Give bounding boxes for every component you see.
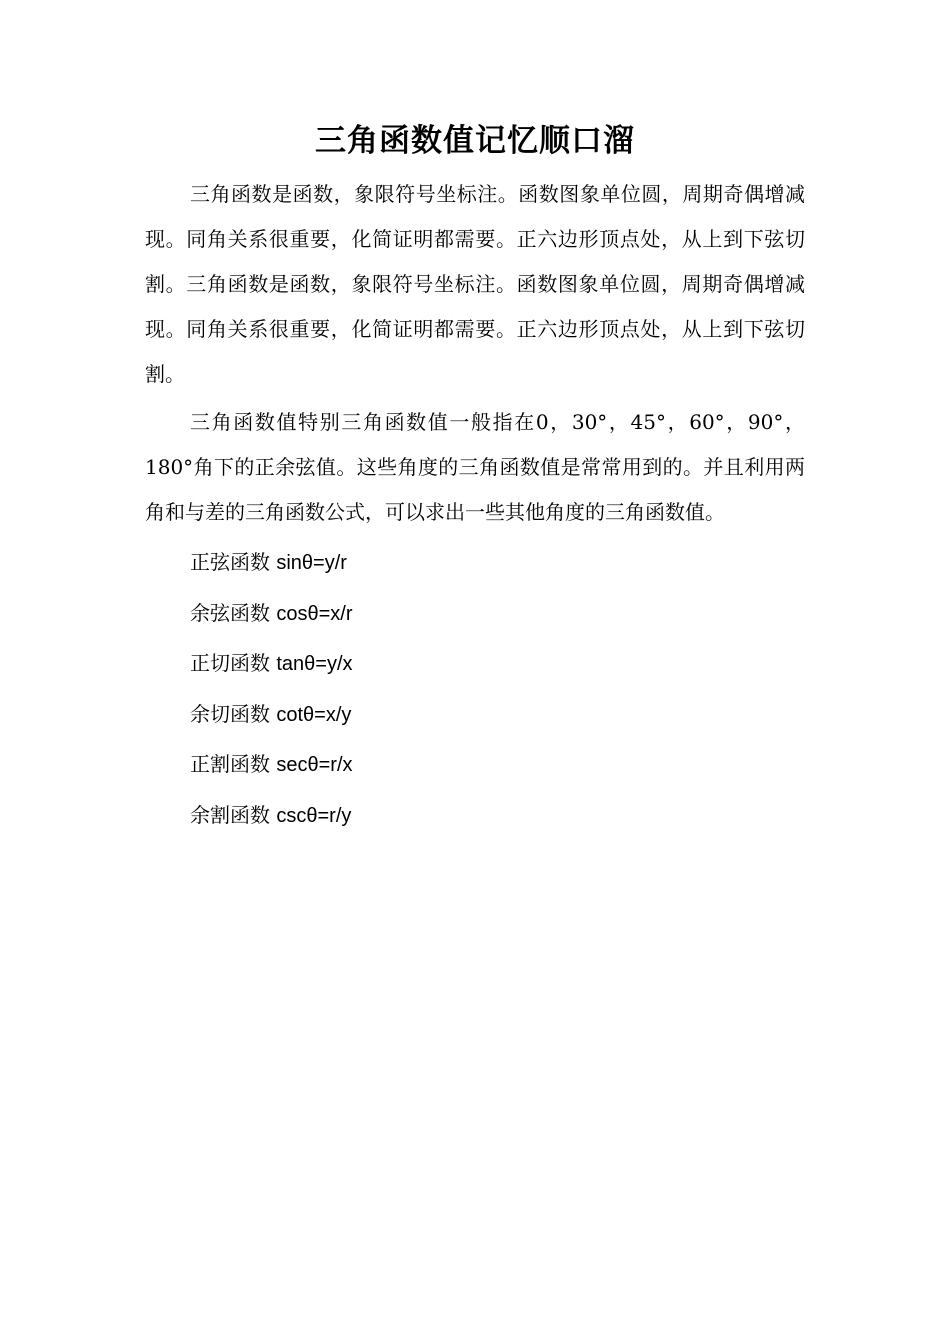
formula-expression: cosθ=x/r	[276, 602, 353, 625]
document-title: 三角函数值记忆顺口溜	[315, 123, 635, 159]
formula-name: 余弦函数	[190, 600, 270, 625]
formula-name: 正切函数	[190, 651, 270, 675]
formula-expression: sinθ=y/r	[276, 552, 347, 574]
formula-line-cosine	[145, 589, 805, 640]
formula-line-secant	[145, 740, 805, 791]
formula-name: 正弦函数	[190, 550, 270, 574]
formula-expression: tanθ=y/x	[276, 653, 353, 675]
formula-line-cosecant	[145, 791, 805, 842]
formula-line-cotangent	[145, 690, 805, 741]
formula-expression: secθ=r/x	[276, 754, 353, 776]
formula-name: 余切函数	[190, 701, 270, 726]
formula-name: 正割函数	[190, 752, 270, 776]
formula-expression: cotθ=x/y	[276, 703, 352, 726]
formula-name: 余割函数	[190, 802, 270, 827]
document-page	[145, 118, 805, 841]
formula-line-tangent	[145, 639, 805, 690]
mnemonic-paragraph: 三角函数是函数，象限符号坐标注。函数图象单位圆，周期奇偶增减现。同角关系很重要，化简证明都需要。正六边形顶点处，从上到下弦切割。三角函数是函数，象限符号坐标注。函数图象单位圆，周期奇偶增减现。同角关系很重要，化简证明都需要。正六边形顶点处，从上到下弦切割。	[145, 182, 805, 386]
formula-line-sine	[145, 538, 805, 589]
special-values-paragraph: 三角函数值特别三角函数值一般指在0，30°，45°，60°，90°，180°角下的正余弦值。这些角度的三角函数值是常常用到的。并且利用两角和与差的三角函数公式，可以求出一些其他角度的三角函数值。	[145, 410, 805, 524]
formula-expression: cscθ=r/y	[276, 804, 352, 827]
